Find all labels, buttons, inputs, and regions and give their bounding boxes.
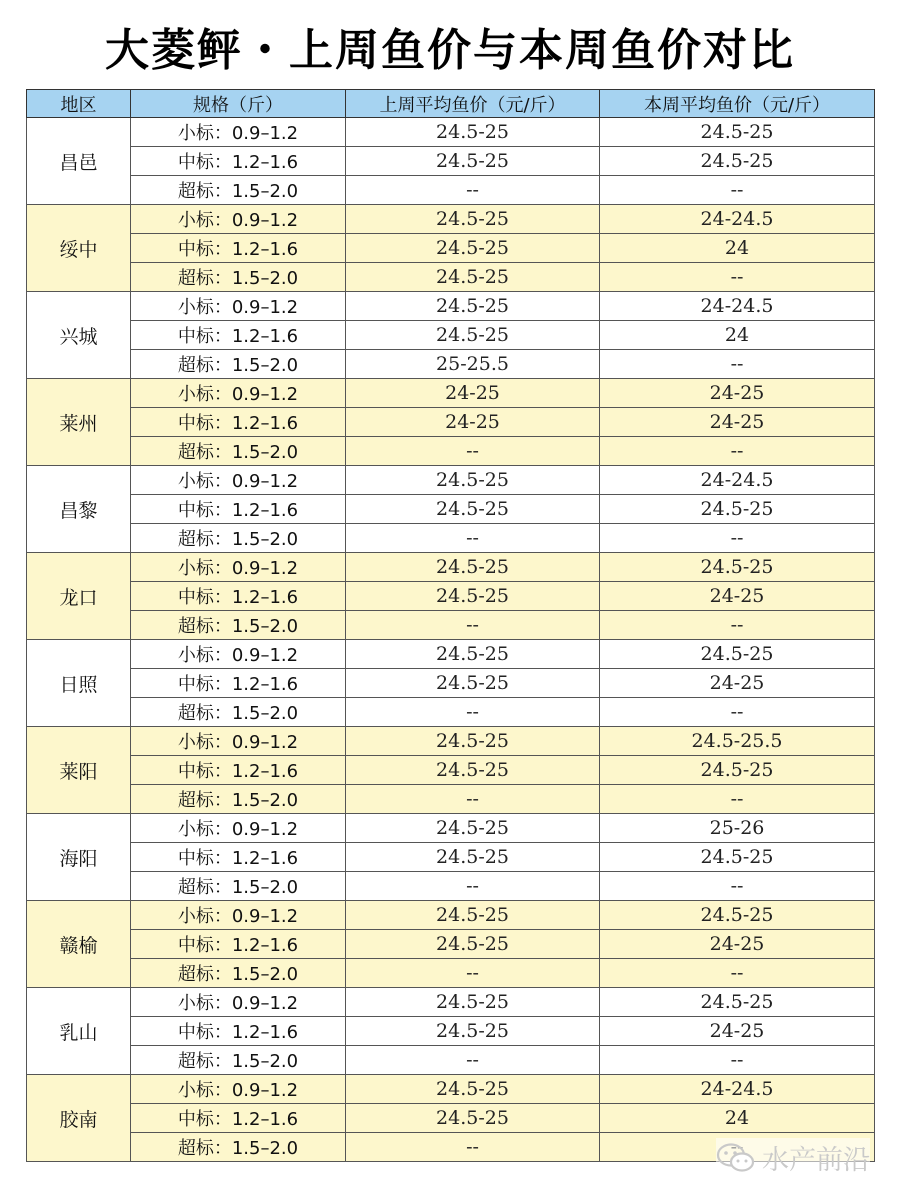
- this-week-price-cell: --: [600, 1046, 875, 1075]
- last-week-price-cell: 24.5-25: [346, 466, 600, 495]
- last-week-price-cell: --: [346, 176, 600, 205]
- region-cell: 昌黎: [27, 466, 131, 553]
- table-row: [27, 669, 875, 698]
- last-week-price-cell: --: [346, 611, 600, 640]
- spec-cell: 小标：0.9–1.2: [131, 205, 346, 234]
- spec-cell: 超标：1.5–2.0: [131, 176, 346, 205]
- price-table-container: [26, 89, 874, 1162]
- last-week-price-cell: 24.5-25: [346, 321, 600, 350]
- spec-cell: 中标：1.2–1.6: [131, 234, 346, 263]
- last-week-price-cell: 24.5-25: [346, 1075, 600, 1104]
- spec-cell: 小标：0.9–1.2: [131, 553, 346, 582]
- this-week-price-cell: 24-25: [600, 669, 875, 698]
- table-row: [27, 437, 875, 466]
- table-row: [27, 988, 875, 1017]
- table-row: [27, 756, 875, 785]
- region-cell: 兴城: [27, 292, 131, 379]
- this-week-price-cell: 24-25: [600, 930, 875, 959]
- this-week-price-cell: --: [600, 959, 875, 988]
- spec-cell: 超标：1.5–2.0: [131, 872, 346, 901]
- spec-cell: 中标：1.2–1.6: [131, 321, 346, 350]
- spec-cell: 超标：1.5–2.0: [131, 437, 346, 466]
- table-row: [27, 118, 875, 147]
- last-week-price-cell: 24-25: [346, 408, 600, 437]
- spec-cell: 超标：1.5–2.0: [131, 350, 346, 379]
- last-week-price-cell: 24.5-25: [346, 292, 600, 321]
- this-week-price-cell: 24-25: [600, 582, 875, 611]
- region-cell: 莱阳: [27, 727, 131, 814]
- column-header-this-week-price: 本周平均鱼价（元/斤）: [600, 90, 875, 118]
- column-header-region: 地区: [27, 90, 131, 118]
- last-week-price-cell: 24.5-25: [346, 669, 600, 698]
- wechat-icon: [716, 1142, 756, 1174]
- this-week-price-cell: 24.5-25: [600, 843, 875, 872]
- last-week-price-cell: 24.5-25: [346, 495, 600, 524]
- last-week-price-cell: --: [346, 785, 600, 814]
- table-row: [27, 930, 875, 959]
- spec-cell: 超标：1.5–2.0: [131, 263, 346, 292]
- table-row: [27, 379, 875, 408]
- region-cell: 绥中: [27, 205, 131, 292]
- spec-cell: 超标：1.5–2.0: [131, 959, 346, 988]
- column-header-spec: 规格（斤）: [131, 90, 346, 118]
- table-row: [27, 640, 875, 669]
- this-week-price-cell: --: [600, 437, 875, 466]
- table-row: [27, 582, 875, 611]
- this-week-price-cell: 24.5-25: [600, 118, 875, 147]
- spec-cell: 超标：1.5–2.0: [131, 524, 346, 553]
- last-week-price-cell: 24.5-25: [346, 988, 600, 1017]
- table-row: [27, 959, 875, 988]
- table-row: [27, 1017, 875, 1046]
- this-week-price-cell: 24.5-25: [600, 147, 875, 176]
- spec-cell: 中标：1.2–1.6: [131, 495, 346, 524]
- last-week-price-cell: 24.5-25: [346, 930, 600, 959]
- this-week-price-cell: 24: [600, 234, 875, 263]
- table-row: [27, 292, 875, 321]
- table-row: [27, 872, 875, 901]
- table-header-row: [27, 90, 875, 118]
- spec-cell: 中标：1.2–1.6: [131, 843, 346, 872]
- table-row: [27, 524, 875, 553]
- table-row: [27, 843, 875, 872]
- table-row: [27, 553, 875, 582]
- spec-cell: 超标：1.5–2.0: [131, 1133, 346, 1162]
- table-row: [27, 727, 875, 756]
- last-week-price-cell: 24.5-25: [346, 1104, 600, 1133]
- last-week-price-cell: 24.5-25: [346, 205, 600, 234]
- spec-cell: 中标：1.2–1.6: [131, 582, 346, 611]
- last-week-price-cell: 24.5-25: [346, 727, 600, 756]
- last-week-price-cell: --: [346, 959, 600, 988]
- this-week-price-cell: 24-24.5: [600, 292, 875, 321]
- last-week-price-cell: 24.5-25: [346, 553, 600, 582]
- this-week-price-cell: --: [600, 176, 875, 205]
- this-week-price-cell: --: [600, 524, 875, 553]
- last-week-price-cell: 24.5-25: [346, 582, 600, 611]
- table-row: [27, 321, 875, 350]
- this-week-price-cell: 24.5-25: [600, 640, 875, 669]
- spec-cell: 小标：0.9–1.2: [131, 379, 346, 408]
- last-week-price-cell: 24.5-25: [346, 263, 600, 292]
- last-week-price-cell: 24.5-25: [346, 756, 600, 785]
- spec-cell: 小标：0.9–1.2: [131, 901, 346, 930]
- column-header-last-week-price: 上周平均鱼价（元/斤）: [346, 90, 600, 118]
- spec-cell: 中标：1.2–1.6: [131, 147, 346, 176]
- region-cell: 海阳: [27, 814, 131, 901]
- spec-cell: 超标：1.5–2.0: [131, 785, 346, 814]
- spec-cell: 中标：1.2–1.6: [131, 408, 346, 437]
- last-week-price-cell: 24.5-25: [346, 118, 600, 147]
- last-week-price-cell: 25-25.5: [346, 350, 600, 379]
- spec-cell: 小标：0.9–1.2: [131, 118, 346, 147]
- this-week-price-cell: --: [600, 611, 875, 640]
- table-row: [27, 1046, 875, 1075]
- table-row: [27, 234, 875, 263]
- last-week-price-cell: 24.5-25: [346, 1017, 600, 1046]
- last-week-price-cell: --: [346, 1046, 600, 1075]
- region-cell: 莱州: [27, 379, 131, 466]
- this-week-price-cell: 24: [600, 321, 875, 350]
- this-week-price-cell: 24-24.5: [600, 205, 875, 234]
- this-week-price-cell: 24: [600, 1104, 875, 1133]
- spec-cell: 中标：1.2–1.6: [131, 1104, 346, 1133]
- this-week-price-cell: 24.5-25: [600, 901, 875, 930]
- last-week-price-cell: --: [346, 698, 600, 727]
- region-cell: 胶南: [27, 1075, 131, 1162]
- this-week-price-cell: 24.5-25.5: [600, 727, 875, 756]
- table-row: [27, 176, 875, 205]
- table-row: [27, 901, 875, 930]
- table-row: [27, 147, 875, 176]
- spec-cell: 小标：0.9–1.2: [131, 727, 346, 756]
- region-cell: 赣榆: [27, 901, 131, 988]
- table-row: [27, 495, 875, 524]
- table-row: [27, 814, 875, 843]
- spec-cell: 超标：1.5–2.0: [131, 698, 346, 727]
- table-row: [27, 1075, 875, 1104]
- spec-cell: 小标：0.9–1.2: [131, 292, 346, 321]
- this-week-price-cell: --: [600, 263, 875, 292]
- spec-cell: 小标：0.9–1.2: [131, 1075, 346, 1104]
- last-week-price-cell: 24.5-25: [346, 843, 600, 872]
- this-week-price-cell: 24-24.5: [600, 466, 875, 495]
- watermark: [716, 1138, 870, 1177]
- table-row: [27, 698, 875, 727]
- region-cell: 龙口: [27, 553, 131, 640]
- table-row: [27, 350, 875, 379]
- table-row: [27, 263, 875, 292]
- price-comparison-table: [26, 89, 875, 1162]
- region-cell: 乳山: [27, 988, 131, 1075]
- last-week-price-cell: --: [346, 1133, 600, 1162]
- last-week-price-cell: 24.5-25: [346, 901, 600, 930]
- last-week-price-cell: 24-25: [346, 379, 600, 408]
- region-cell: 日照: [27, 640, 131, 727]
- spec-cell: 超标：1.5–2.0: [131, 1046, 346, 1075]
- this-week-price-cell: 24-24.5: [600, 1075, 875, 1104]
- table-row: [27, 1104, 875, 1133]
- last-week-price-cell: --: [346, 437, 600, 466]
- this-week-price-cell: 24-25: [600, 379, 875, 408]
- this-week-price-cell: 24.5-25: [600, 988, 875, 1017]
- region-cell: 昌邑: [27, 118, 131, 205]
- table-row: [27, 466, 875, 495]
- watermark-text: 水产前沿: [762, 1145, 870, 1176]
- table-row: [27, 785, 875, 814]
- this-week-price-cell: 24.5-25: [600, 553, 875, 582]
- this-week-price-cell: 24-25: [600, 1017, 875, 1046]
- spec-cell: 中标：1.2–1.6: [131, 669, 346, 698]
- last-week-price-cell: --: [346, 524, 600, 553]
- table-row: [27, 408, 875, 437]
- spec-cell: 中标：1.2–1.6: [131, 1017, 346, 1046]
- page-title: 大菱鲆・上周鱼价与本周鱼价对比: [105, 25, 795, 76]
- spec-cell: 超标：1.5–2.0: [131, 611, 346, 640]
- table-row: [27, 611, 875, 640]
- spec-cell: 小标：0.9–1.2: [131, 466, 346, 495]
- this-week-price-cell: 24.5-25: [600, 495, 875, 524]
- this-week-price-cell: 24.5-25: [600, 756, 875, 785]
- spec-cell: 小标：0.9–1.2: [131, 988, 346, 1017]
- last-week-price-cell: 24.5-25: [346, 640, 600, 669]
- last-week-price-cell: 24.5-25: [346, 814, 600, 843]
- table-row: [27, 205, 875, 234]
- this-week-price-cell: 24-25: [600, 408, 875, 437]
- last-week-price-cell: 24.5-25: [346, 234, 600, 263]
- this-week-price-cell: --: [600, 785, 875, 814]
- spec-cell: 中标：1.2–1.6: [131, 756, 346, 785]
- spec-cell: 中标：1.2–1.6: [131, 930, 346, 959]
- this-week-price-cell: --: [600, 872, 875, 901]
- spec-cell: 小标：0.9–1.2: [131, 814, 346, 843]
- last-week-price-cell: 24.5-25: [346, 147, 600, 176]
- this-week-price-cell: --: [600, 698, 875, 727]
- this-week-price-cell: 25-26: [600, 814, 875, 843]
- spec-cell: 小标：0.9–1.2: [131, 640, 346, 669]
- last-week-price-cell: --: [346, 872, 600, 901]
- table-body: [27, 118, 875, 1162]
- this-week-price-cell: --: [600, 350, 875, 379]
